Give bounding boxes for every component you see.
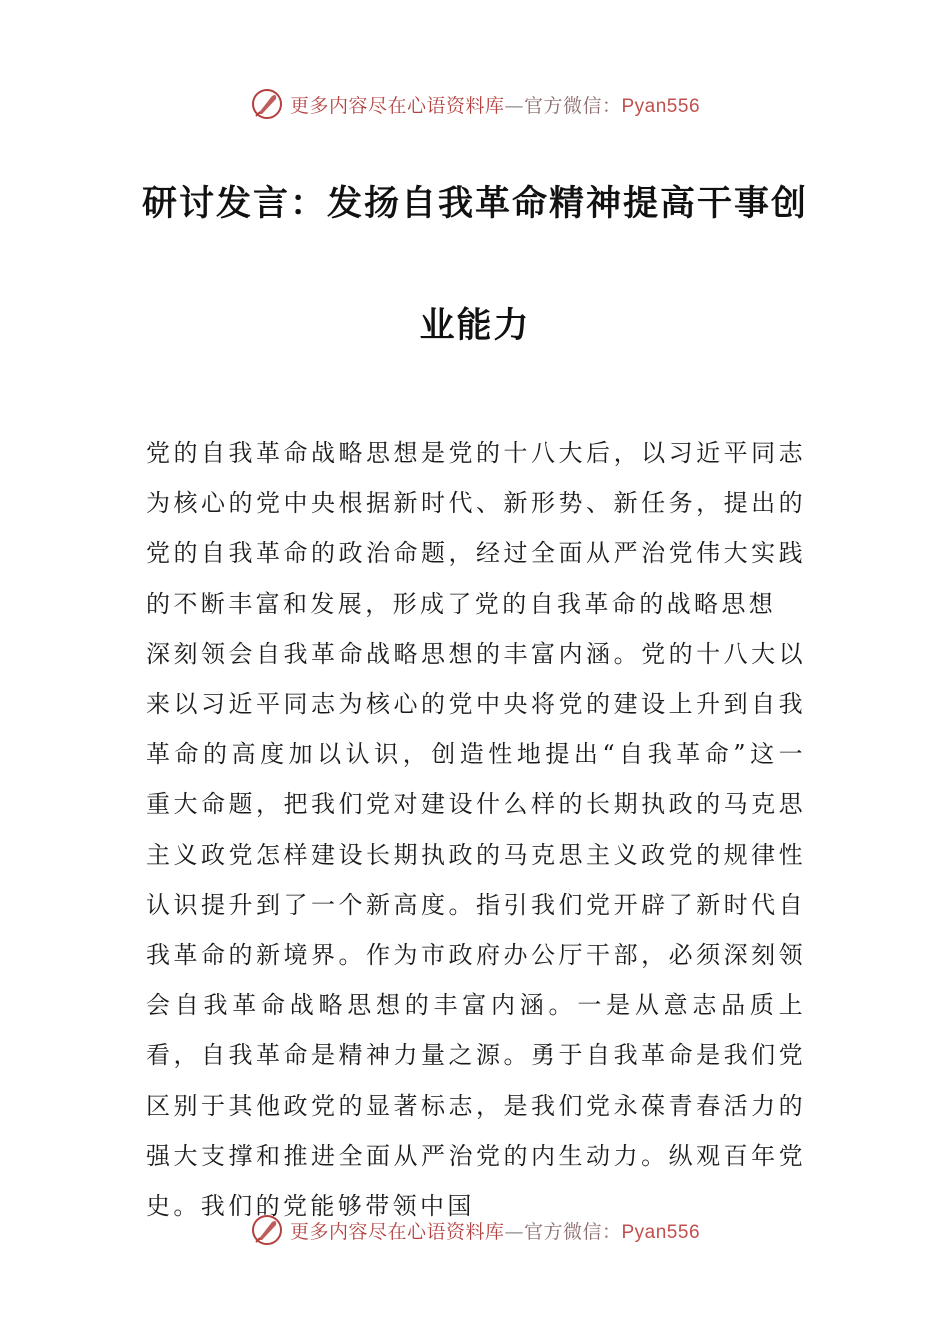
footer-wechat-label: 官方微信： (523, 1220, 622, 1243)
header-dash: — (504, 94, 524, 117)
footer-wechat-id: Pyan556 (621, 1221, 701, 1243)
header-wechat-id: Pyan556 (621, 95, 701, 117)
paragraph-1: 党的自我革命战略思想是党的十八大后，以习近平同志为核心的党中央根据新时代、新形势、新任务，提出的党的自我革命的政治命题，经过全面从严治党伟大实践的不断丰富和发展，形成了党的自我革命的战略思想 (146, 439, 806, 618)
footer-watermark (0, 1210, 950, 1250)
header-wechat-label: 官方微信： (523, 94, 622, 117)
footer-brand-text: 更多内容尽在心语资料库 (289, 1220, 505, 1243)
document-title-line-1: 研讨发言：发扬自我革命精神提高干事创 (141, 184, 808, 224)
footer-dash: — (504, 1220, 524, 1243)
header-brand-text: 更多内容尽在心语资料库 (289, 94, 505, 117)
document-title-line-2: 业能力 (419, 306, 531, 346)
quill-logo-icon (250, 1213, 284, 1247)
quill-logo-icon (250, 87, 284, 121)
document-body (146, 428, 806, 1231)
paragraph-2: 深刻领会自我革命战略思想的丰富内涵。党的十八大以来以习近平同志为核心的党中央将党的建设上升到自我革命的高度加以认识，创造性地提出“自我革命”这一重大命题，把我们党对建设什么样的长期执政的马克思主义政党怎样建设长期执政的马克思主义政党的规律性认识提升到了一个新高度。指引我们党开辟了新时代自我革命的新境界。作为市政府办公厅干部，必须深刻领会自我革命战略思想的丰富内涵。一是从意志品质上看，自我革命是精神力量之源。勇于自我革命是我们党区别于其他政党的显著标志，是我们党永葆青春活力的强大支撑和推进全面从严治党的内生动力。纵观百年党史。我们的党能够带领中国 (146, 639, 806, 1221)
header-watermark (0, 84, 950, 124)
